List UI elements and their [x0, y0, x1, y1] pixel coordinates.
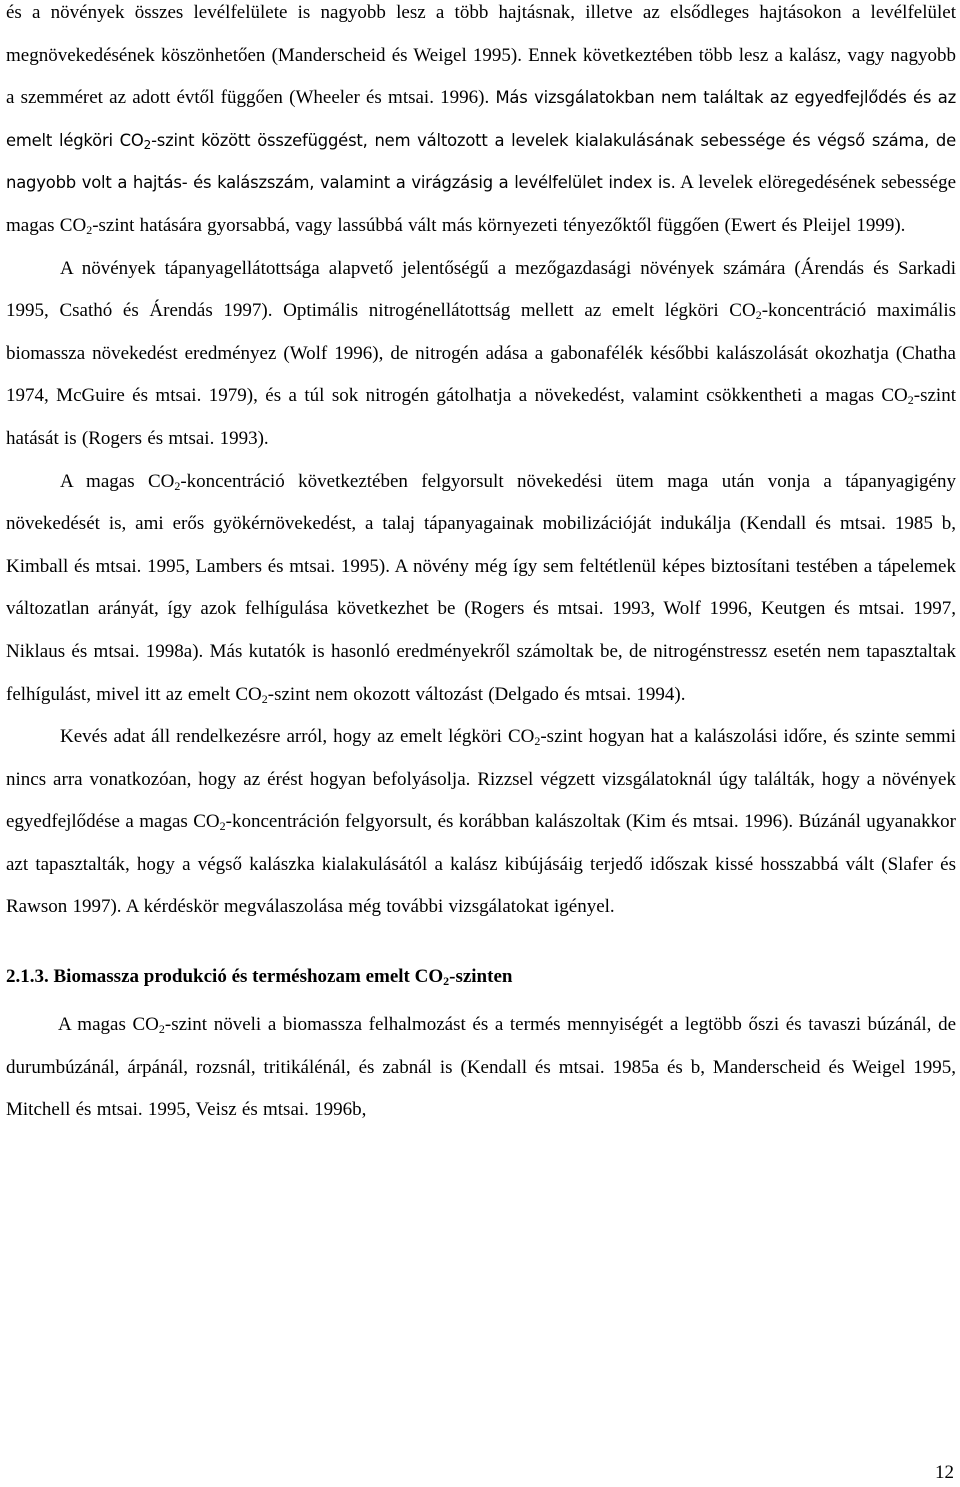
document-page — [6, 0, 956, 1132]
text-run: -szint között összefüggést, nem változott a levelek kialakulásának sebessége és végső száma, de nagyobb volt a hajtás- és kalászszám, valamint a virágzásig a levélfelület index is. — [6, 130, 957, 193]
text-run: -koncentráción felgyorsult, és korábban kalászoltak (Kim és mtsai. 1996). Búzánál ugyanakkor azt tapasztalták, hogy a végső kalászka kialakulásától a kalász kibújásáig terjedő időszak kissé hosszabbá vált (Slafer és Rawson 1997). A kérdéskör megválaszolása még további vizsgálatokat igényel. — [6, 811, 956, 918]
text-run: A magas CO — [58, 1014, 159, 1036]
text-run: és a növények összes levélfelülete is nagyobb lesz a több hajtásnak, illetve az elsődleges hajtásokon a levélfelület megnövekedésének köszönhetően (Manderscheid és Weigel 1995). Ennek következtében több lesz a kalász, vagy nagyobb a szemméret az adott évtől függően (Wheeler és mtsai. 1996). — [6, 2, 956, 109]
paragraph — [6, 1004, 956, 1132]
subscript: 2 — [443, 974, 450, 989]
subscript: 2 — [534, 734, 541, 749]
text-run: A magas CO — [60, 470, 175, 492]
text-run: A levelek elöregedésének sebessége magas CO — [6, 172, 956, 236]
text-run: -szint növeli a biomassza felhalmozást és a termés mennyiségét a legtöbb őszi és tavaszi búzánál, de durumbúzánál, árpánál, rozsnál, tritikálénál, és zabnál is (Kendall és mtsai. 1985a és b, Manderscheid és Weigel 1995, Mitchell és mtsai. 1995, Veisz és mtsai. 1996b, — [6, 1014, 957, 1121]
text-run: -szint hogyan hat a kalászolási időre, és szinte semmi nincs arra vonatkozóan, hogy az érést hogyan befolyásolja. Rizzsel végzett vizsgálatoknál úgy találták, hogy a növények egyedfejlődése a magas CO — [6, 726, 956, 833]
subscript: 2 — [86, 222, 93, 237]
text-run: A növények tápanyagellátottsága alapvető jelentőségű a mezőgazdasági növények számára (Árendás és Sarkadi 1995, Csathó és Árendás 1997). Optimális nitrogénellátottság mellett az emelt légköri CO — [6, 257, 956, 322]
subscript: 2 — [143, 137, 152, 152]
subscript: 2 — [907, 393, 914, 408]
page-number: 12 — [935, 1462, 954, 1483]
subscript: 2 — [174, 478, 181, 493]
text-run: -szint hatását is (Rogers és mtsai. 1993). — [6, 385, 956, 449]
text-run: Kevés adat áll rendelkezésre arról, hogy az emelt légköri CO — [60, 726, 535, 748]
text-run: -koncentráció következtében felgyorsult növekedési ütem maga után vonja a tápanyagigény növekedését is, ami erős gyökérnövekedést, a talaj tápanyagainak mobilizációját indukálja (Kendall és mtsai. 1985 b, Kimball és mtsai. 1995, Lambers és mtsai. 1995). A növény még így sem feltétlenül képes biztosítani testében a tápelemek változatlan arányát, így azok felhígulása következhet be (Rogers és mtsai. 1993, Wolf 1996, Keutgen és mtsai. 1997, Niklaus és mtsai. 1998a). Más kutatók is hasonló eredményekről számoltak be, de nitrogénstressz esetén nem tapasztaltak felhígulást, mivel itt az emelt CO — [6, 470, 956, 705]
paragraph — [6, 0, 956, 248]
paragraph — [6, 248, 956, 461]
section-heading — [6, 963, 956, 991]
heading-text: -szinten — [449, 966, 513, 988]
subscript: 2 — [158, 1022, 165, 1037]
text-run: -szint nem okozott változást (Delgado és mtsai. 1994). — [267, 683, 686, 705]
heading-text: 2.1.3. Biomassza produkció és terméshozam emelt CO — [6, 966, 444, 988]
text-run: -szint hatására gyorsabbá, vagy lassúbbá vált más környezeti tényezőktől függően (Ewert és Pleijel 1999). — [92, 214, 906, 236]
subscript: 2 — [261, 691, 268, 706]
paragraph — [6, 461, 956, 717]
text-run: -koncentráció maximális biomassza növekedést eredményez (Wolf 1996), de nitrogén adása a gabonafélék későbbi kalászolását okozhatja (Chatha 1974, McGuire és mtsai. 1979), és a túl sok nitrogén gátolhatja a növekedést, valamint csökkentheti a magas CO — [6, 300, 956, 407]
paragraph — [6, 716, 956, 929]
subscript: 2 — [219, 819, 226, 834]
text-run: Más vizsgálatokban nem találtak az egyedfejlődés és az emelt légköri CO — [6, 88, 956, 150]
subscript: 2 — [755, 308, 762, 323]
